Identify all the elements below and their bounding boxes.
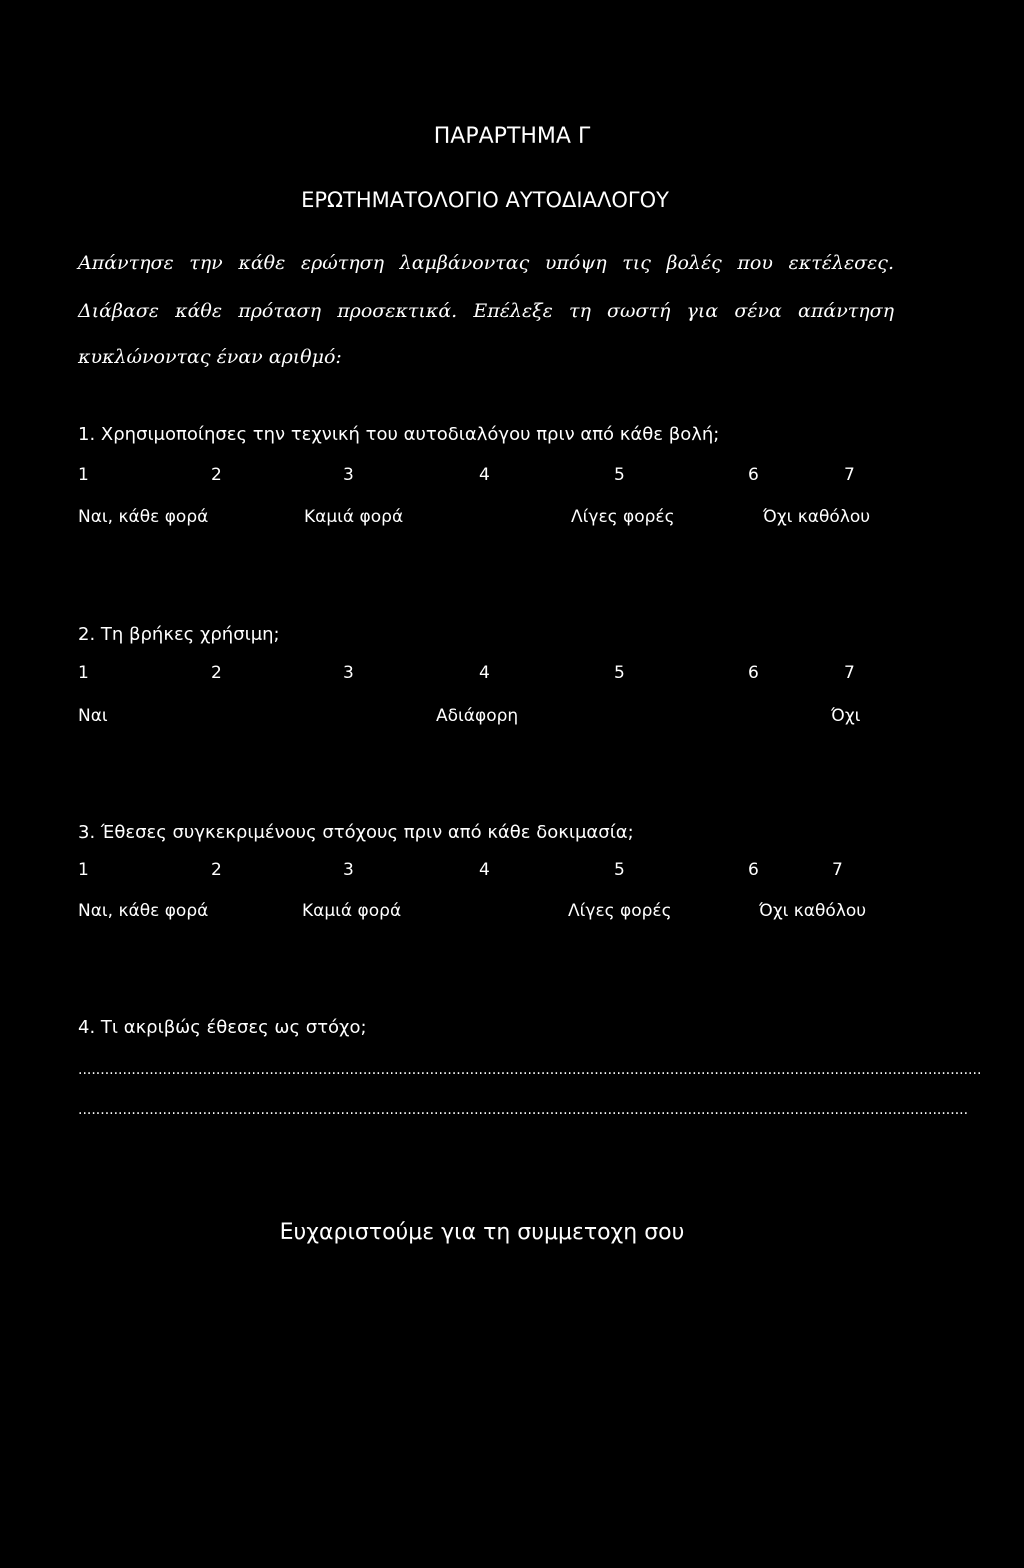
questionnaire-title: ΕΡΩΤΗΜΑΤΟΛΟΓΙΟ ΑΥΤΟΔΙΑΛΟΓΟΥ [301, 188, 669, 212]
q2-anchor-no: Όχι [831, 706, 861, 726]
q1-option-5[interactable]: 5 [614, 465, 625, 485]
q1-option-6[interactable]: 6 [748, 465, 759, 485]
answer-line-1[interactable]: ........................................................................................................................................................................................................... [78, 1062, 982, 1078]
q1-anchor-few-times: Λίγες φορές [571, 507, 675, 527]
q2-anchor-indifferent: Αδιάφορη [436, 706, 519, 726]
q1-option-3[interactable]: 3 [343, 465, 354, 485]
instructions-line-2: Διάβασε κάθε πρόταση προσεκτικά. Επέλεξε τη σωστή για σένα απάντηση [78, 300, 894, 322]
q2-option-3[interactable]: 3 [343, 663, 354, 683]
q1-option-2[interactable]: 2 [211, 465, 222, 485]
question-3-text: 3. Έθεσες συγκεκριμένους στόχους πριν από κάθε δοκιμασία; [78, 822, 634, 843]
q1-anchor-every-time: Ναι, κάθε φορά [78, 507, 209, 527]
q3-option-1[interactable]: 1 [78, 860, 89, 880]
q3-option-3[interactable]: 3 [343, 860, 354, 880]
question-4-text: 4. Τι ακριβώς έθεσες ως στόχο; [78, 1017, 367, 1038]
q1-option-4[interactable]: 4 [479, 465, 490, 485]
answer-line-2[interactable]: ........................................................................................................................................................................................................ [78, 1102, 969, 1118]
q3-option-5[interactable]: 5 [614, 860, 625, 880]
instructions-line-3: κυκλώνοντας έναν αριθμό: [78, 346, 342, 368]
question-2-text: 2. Τη βρήκες χρήσιμη; [78, 624, 280, 645]
instructions-line-1: Απάντησε την κάθε ερώτηση λαμβάνοντας υπόψη τις βολές που εκτέλεσες. [78, 252, 894, 274]
q3-option-4[interactable]: 4 [479, 860, 490, 880]
q3-anchor-every-time: Ναι, κάθε φορά [78, 901, 209, 921]
q3-anchor-sometimes: Καμιά φορά [302, 901, 402, 921]
q3-anchor-few-times: Λίγες φορές [568, 901, 672, 921]
q2-option-1[interactable]: 1 [78, 663, 89, 683]
q2-option-4[interactable]: 4 [479, 663, 490, 683]
q2-option-6[interactable]: 6 [748, 663, 759, 683]
q3-anchor-not-at-all: Όχι καθόλου [759, 901, 867, 921]
q3-option-6[interactable]: 6 [748, 860, 759, 880]
q1-option-1[interactable]: 1 [78, 465, 89, 485]
appendix-title: ΠΑΡΑΡΤΗΜΑ Γ [433, 124, 591, 149]
thank-you-message: Ευχαριστούμε για τη συμμετοχη σου [279, 1220, 685, 1245]
question-1-text: 1. Χρησιμοποίησες την τεχνική του αυτοδιαλόγου πριν από κάθε βολή; [78, 424, 720, 445]
q1-anchor-sometimes: Καμιά φορά [304, 507, 404, 527]
q2-anchor-yes: Ναι [78, 706, 108, 726]
q3-option-2[interactable]: 2 [211, 860, 222, 880]
q2-option-2[interactable]: 2 [211, 663, 222, 683]
q2-option-5[interactable]: 5 [614, 663, 625, 683]
q1-option-7[interactable]: 7 [844, 465, 855, 485]
q1-anchor-not-at-all: Όχι καθόλου [763, 507, 871, 527]
q3-option-7[interactable]: 7 [832, 860, 843, 880]
q2-option-7[interactable]: 7 [844, 663, 855, 683]
